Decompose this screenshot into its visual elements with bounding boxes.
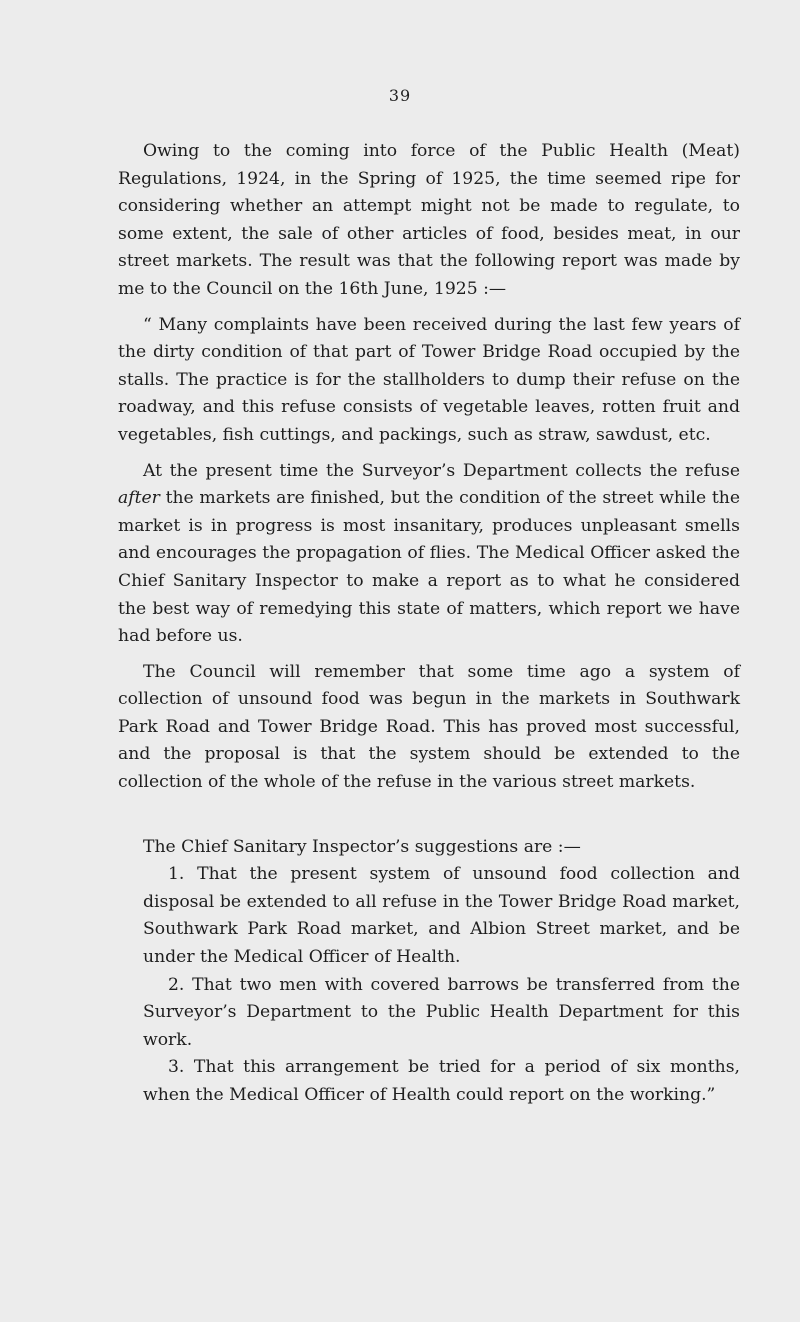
suggestion-item: 1. That the present system of unsound food collection and disposal be extended to all refuse in the Tower Bridge Road market, Southwark Park Road market, and Albion Street market, and be under the Medical Officer of Health.: [143, 864, 740, 968]
complaints-paragraph: “ Many complaints have been received during the last few years of the dirty condition of that part of Tower Bridge Road occupied by the stalls. The practice is for the stallholders to dump their refuse on the roadway, and this refuse consists of vegetable leaves, rotten fruit and vegetables, fish cuttings, and packings, such as straw, sawdust, etc.: [118, 314, 740, 445]
refuse-collection-emphasis: after: [118, 488, 160, 509]
refuse-collection-paragraph: [118, 458, 740, 651]
suggestion-item: 2. That two men with covered barrows be transferred from the Surveyor’s Department to the Public Health Department for this work.: [143, 974, 740, 1050]
suggestions-heading: The Chief Sanitary Inspector’s suggestions are :—: [143, 836, 581, 857]
unsound-food-paragraph: The Council will remember that some time ago a system of collection of unsound food was begun in the markets in Southwark Park Road and Tower Bridge Road. This has proved most successful, and the proposal is that the system should be extended to the collection of the whole of the refuse in the various street markets.: [118, 661, 740, 793]
page-number: 39: [388, 86, 412, 105]
refuse-collection-text-end: the markets are finished, but the condition of the street while the market is in progress is most insanitary, produces unpleasant smells and encourages the propagation of flies. The Medical Officer asked the Chief Sanitary Inspector to make a report as to what he considered the best way of remedying this state of matters, which report we have had before us.: [118, 488, 740, 647]
report-body: [118, 138, 740, 1110]
suggestion-item: 3. That this arrangement be tried for a period of six months, when the Medical Officer of Health could report on the working.”: [143, 1057, 740, 1105]
intro-paragraph: Owing to the coming into force of the Public Health (Meat) Regulations, 1924, in the Spring of 1925, the time seemed ripe for considering whether an attempt might not be made to regulate, to some extent, the sale of other articles of food, besides meat, in our street markets. The result was that the following report was made by me to the Council on the 16th June, 1925 :—: [118, 141, 740, 299]
refuse-collection-text-start: At the present time the Surveyor’s Department collects the refuse: [143, 460, 740, 481]
